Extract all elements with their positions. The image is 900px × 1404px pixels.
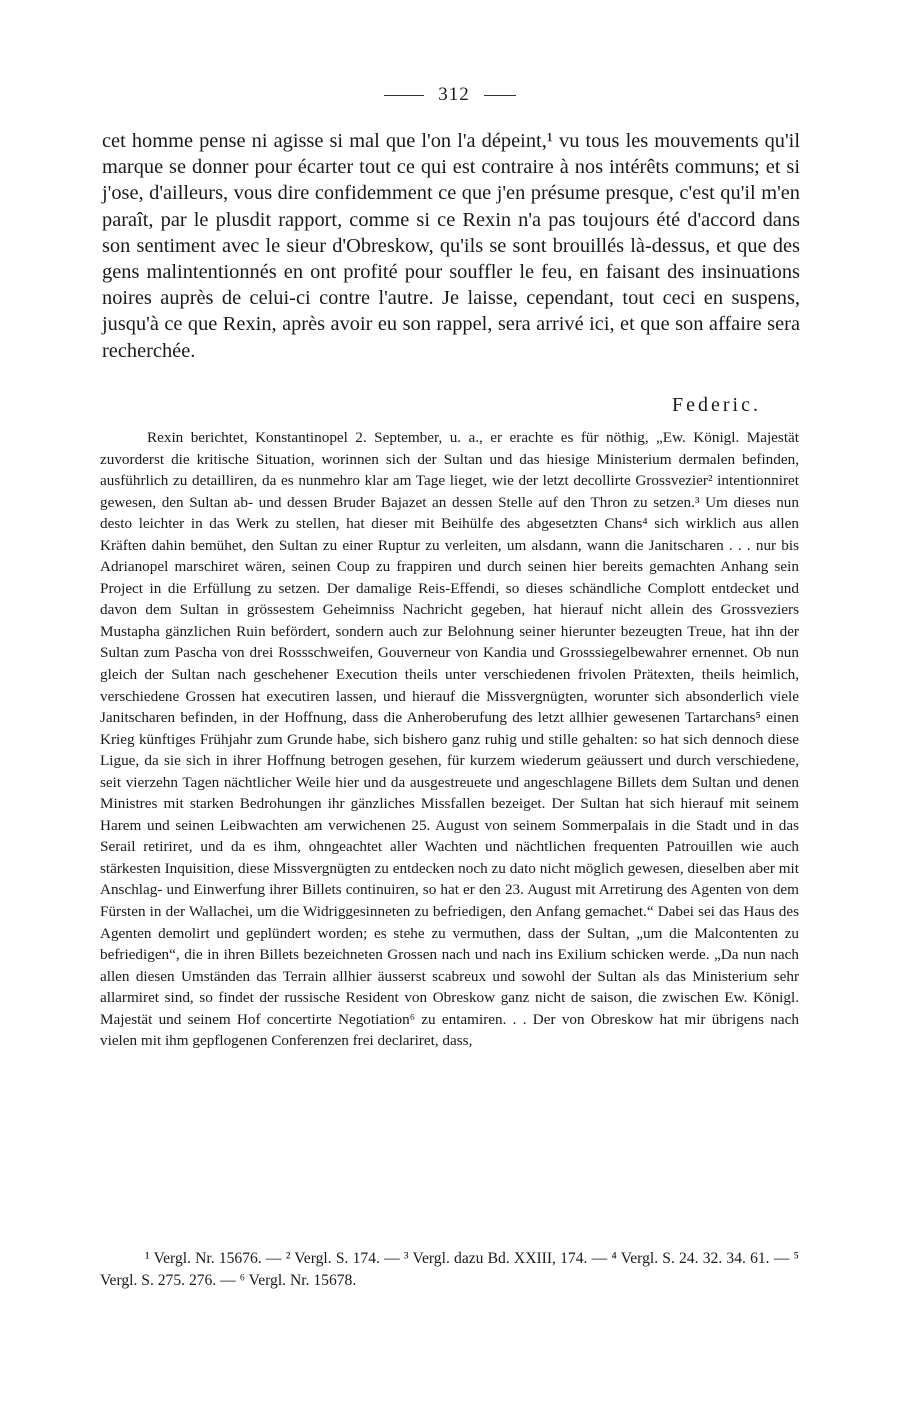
page-header bbox=[0, 84, 900, 106]
report-paragraph: Rexin berichtet, Konstantinopel 2. September, u. a., er erachte es für nöthig, „Ew. Königl. Majestät zuvorderst die kritische Situation, worinnen sich der Sultan und das hiesige Ministerium dermalen befinden, ausführlich zu detailliren, da es nunmehro klar am Tage lieget, wie der letzt decollirte Grossvezier² intentionniret gewesen, den Sultan ab- und dessen Bruder Bajazet an dessen Stelle auf den Thron zu setzen.³ Um dieses nun desto leichter in das Werk zu stellen, hat dieser mit Beihülfe des abgesetzten Chans⁴ sich wirklich aus allen Kräften dahin bemühet, den Sultan zu einer Ruptur zu verleiten, um alsdann, wann die Janitscharen . . . nur bis Adrianopel marschiret wären, seinen Coup zu frappiren und durch seinen hier bereits gemachten Anhang sein Project in die Erfüllung zu setzen. Der damalige Reis-Effendi, so dieses schändliche Complott entdecket und davon dem Sultan in grössestem Geheimniss Nachricht gegeben, hat hierauf nicht allein des Grossveziers Mustapha gänzlichen Ruin befördert, sondern auch zur Belohnung seiner hierunter bezeugten Treue, hat ihn der Sultan zum Pascha von drei Rossschweifen, Gouverneur von Kandia und Grosssiegelbewahrer ernennet. Ob nun gleich der Sultan nach geschehener Execution theils unter verschiedenen frivolen Prätexten, theils heimlich, verschiedene Grossen hat executiren lassen, und hierauf die Missvergnügten, worunter sich absonderlich viele Janitscharen befinden, in der Hoffnung, dass die Anheroberufung des letzt allhier gewesenen Tartarchans⁵ einen Krieg künftiges Frühjahr zum Grunde habe, sich bishero ganz ruhig und stille gehalten: so hat sich dennoch diese Ligue, da sie sich in ihrer Hoffnung betrogen gesehen, für kurzem wiederum geäussert und durch verschiedene, seit vierzehn Tagen nächtlicher Weile hier und da ausgestreuete und angeschlagene Billets dem Sultan und denen Ministres mit starken Bedrohungen ihr gänzliches Missfallen bezeiget. Der Sultan hat sich hierauf mit seinem Harem und seinen Leibwachten am verwichenen 25. August von seinem Sommerpalais in die Stadt und in das Serail retiriret, und da es ihm, ohngeachtet aller Wachten und nächtlichen frequenten Patrouillen wie auch stärkesten Inquisition, diese Missvergnügten zu entdecken noch zu dato nicht möglich gewesen, dieselben aber mit Anschlag- und Einwerfung ihrer Billets continuiren, so hat er den 23. August mit Arretirung des Agenten von dem Fürsten in der Wallachei, um die Widriggesinneten zu befriedigen, den Anfang gemachet.“ Dabei sei das Haus des Agenten demolirt und geplündert worden; es stehe zu vermuthen, dass der Sultan, „um die Malcontenten zu befriedigen“, die in ihren Billets bezeichneten Grossen nach und nach ins Exilium schicken werde. „Da nun nach allen diesen Umständen das Terrain allhier äusserst scabreux und sowohl der Sultan als das Ministerium sehr allarmiret sind, so findet der russische Resident von Obreskow ganz nicht de saison, die zwischen Ew. Königl. Majestät und seinem Hof concertirte Negotiation⁶ zu entamiren. . . Der von Obreskow hat mir übrigens nach vielen mit ihm gepflogenen Conferenzen frei declariret, dass, bbox=[100, 429, 799, 1050]
footnotes-text: ¹ Vergl. Nr. 15676. — ² Vergl. S. 174. — ³ Vergl. dazu Bd. XXIII, 174. — ⁴ Vergl. S. 24. 32. 34. 61. — ⁵ Vergl. S. 275. 276. — ⁶ Vergl. Nr. 15678. bbox=[100, 1250, 799, 1289]
header-rule-left bbox=[384, 95, 424, 96]
header-rule-right bbox=[484, 95, 516, 96]
letter-paragraph: cet homme pense ni agisse si mal que l'on l'a dépeint,¹ vu tous les mouvements qu'il marque se donner pour écarter tout ce qui est contraire à nos intérêts communs; et si j'ose, d'ailleurs, vous dire confidemment ce que j'en présume presque, c'est qu'il m'en paraît, par le plusdit rapport, comme si ce Rexin n'a pas toujours été d'accord dans son sentiment avec le sieur d'Obreskow, qu'ils se sont brouillés là-dessus, et que des gens malintentionnés en ont profité pour souffler le feu, en faisant des insinuations noires auprès de celui-ci contre l'autre. Je laisse, cependant, tout ceci en suspens, jusqu'à ce que Rexin, après avoir eu son rappel, sera arrivé ici, et que son affaire sera recherchée. bbox=[102, 130, 800, 362]
report-summary-block bbox=[100, 427, 799, 1052]
footnotes-block bbox=[100, 1248, 799, 1291]
letter-text-block bbox=[102, 128, 800, 364]
letter-signature: Federic. bbox=[672, 394, 761, 416]
page-number: 312 bbox=[438, 84, 470, 105]
